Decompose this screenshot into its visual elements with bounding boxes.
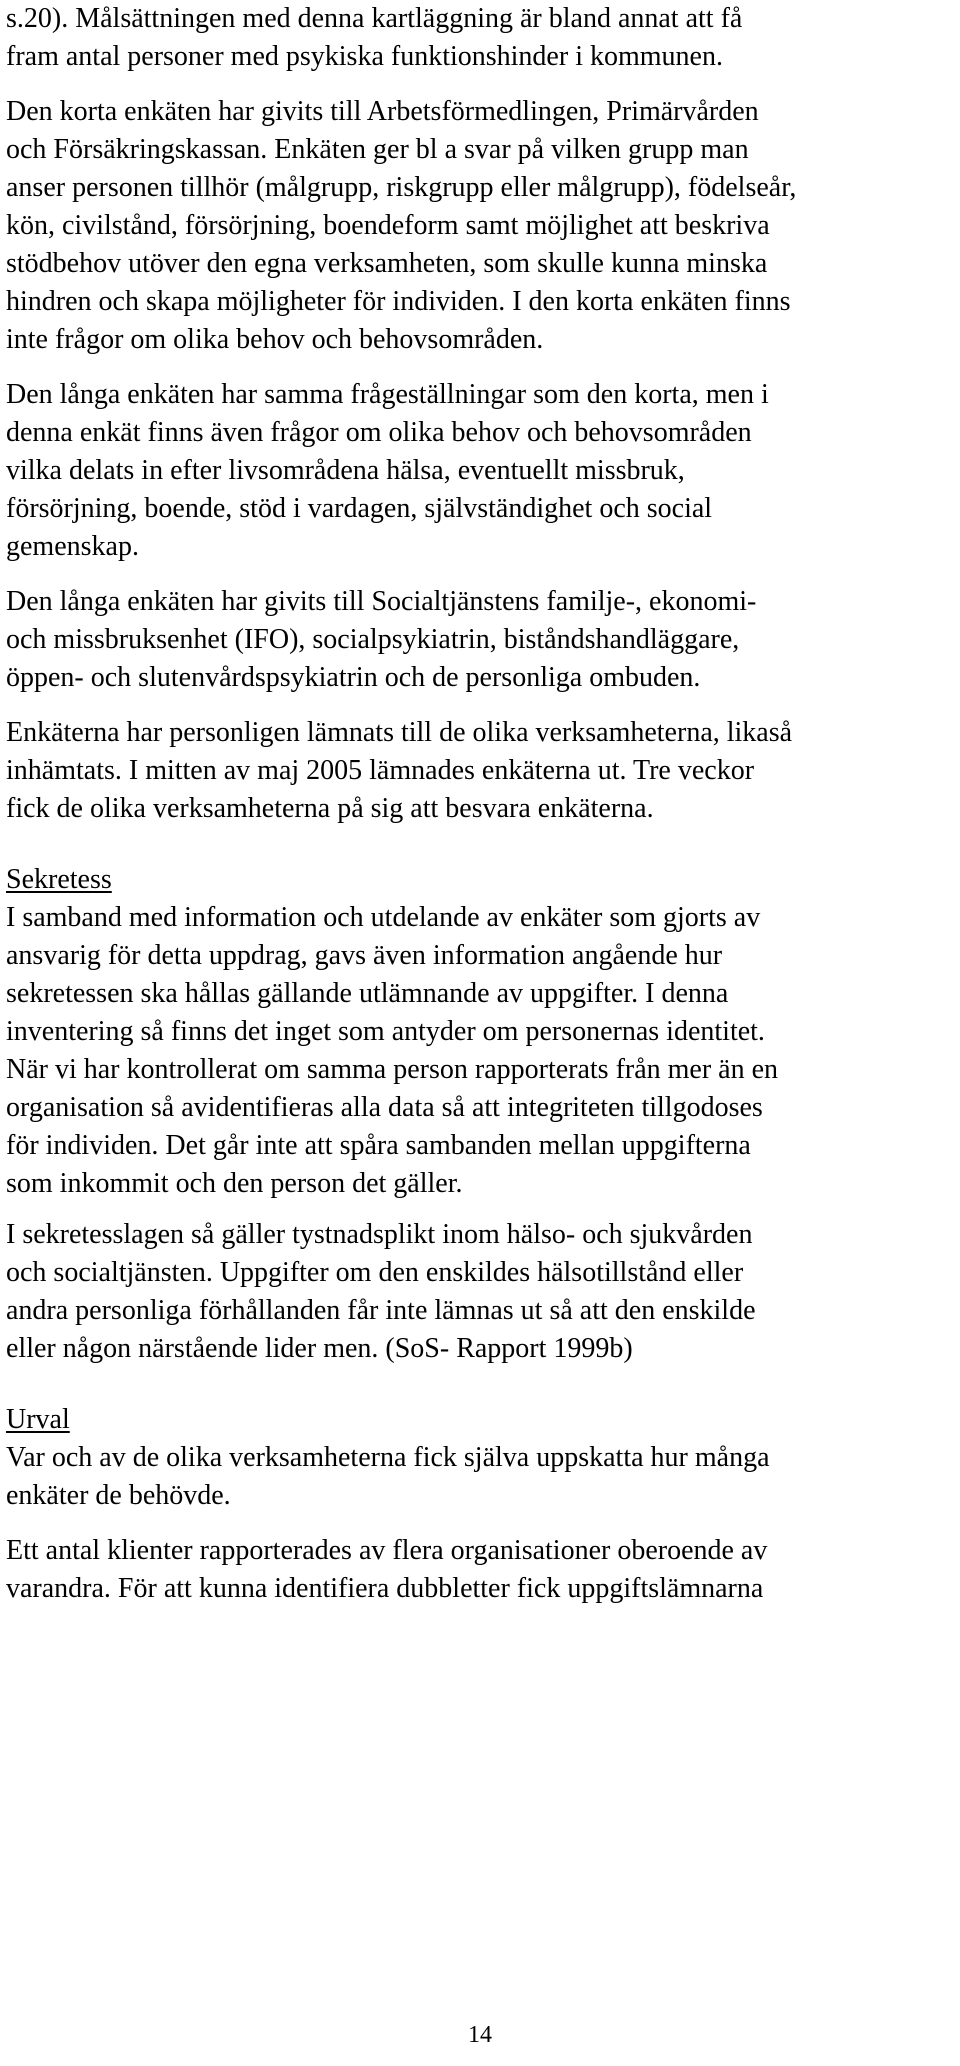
text-line: Den långa enkäten har samma frågeställningar som den korta, men i bbox=[6, 379, 769, 410]
paragraph-distribution bbox=[6, 714, 946, 828]
page-number: 14 bbox=[468, 2022, 492, 2048]
text-line: inte frågor om olika behov och behovsområden. bbox=[6, 324, 544, 355]
body-text bbox=[6, 0, 946, 1608]
text-line: Var och av de olika verksamheterna fick själva uppskatta hur många bbox=[6, 1442, 770, 1473]
text-line: fick de olika verksamheterna på sig att besvara enkäterna. bbox=[6, 793, 654, 824]
text-line: fram antal personer med psykiska funktionshinder i kommunen. bbox=[6, 41, 723, 72]
text-line: för individen. Det går inte att spåra sambanden mellan uppgifterna bbox=[6, 1130, 751, 1161]
text-line: och Försäkringskassan. Enkäten ger bl a svar på vilken grupp man bbox=[6, 134, 749, 165]
text-line: denna enkät finns även frågor om olika behov och behovsområden bbox=[6, 417, 752, 448]
text-line: Enkäterna har personligen lämnats till de olika verksamheterna, likaså bbox=[6, 717, 793, 748]
text-line: I sekretesslagen så gäller tystnadsplikt inom hälso- och sjukvården bbox=[6, 1219, 753, 1250]
text-line: enkäter de behövde. bbox=[6, 1480, 231, 1511]
text-line: hindren och skapa möjligheter för individen. I den korta enkäten finns bbox=[6, 286, 791, 317]
paragraph-intro-continuation bbox=[6, 0, 946, 76]
text-line: vilka delats in efter livsområdena hälsa, eventuellt missbruk, bbox=[6, 455, 685, 486]
text-line: Den långa enkäten har givits till Socialtjänstens familje-, ekonomi- bbox=[6, 586, 757, 617]
text-line: gemenskap. bbox=[6, 531, 139, 562]
text-line: När vi har kontrollerat om samma person rapporterats från mer än en bbox=[6, 1054, 779, 1085]
paragraph-long-survey bbox=[6, 376, 946, 566]
text-line: försörjning, boende, stöd i vardagen, självständighet och social bbox=[6, 493, 713, 524]
text-line: som inkommit och den person det gäller. bbox=[6, 1168, 463, 1199]
text-line: s.20). Målsättningen med denna kartläggning är bland annat att få bbox=[6, 3, 743, 34]
section-heading: Sekretess bbox=[6, 864, 112, 895]
paragraph-short-survey bbox=[6, 93, 946, 359]
text-line: och socialtjänsten. Uppgifter om den enskildes hälsotillstånd eller bbox=[6, 1257, 744, 1288]
section-urval bbox=[6, 1401, 946, 1608]
text-line: kön, civilstånd, försörjning, boendeform samt möjlighet att beskriva bbox=[6, 210, 770, 241]
text-line: ansvarig för detta uppdrag, gavs även information angående hur bbox=[6, 940, 723, 971]
text-line: anser personen tillhör (målgrupp, riskgrupp eller målgrupp), födelseår, bbox=[6, 172, 797, 203]
text-line: andra personliga förhållanden får inte lämnas ut så att den enskilde bbox=[6, 1295, 756, 1326]
text-line: öppen- och slutenvårdspsykiatrin och de personliga ombuden. bbox=[6, 662, 701, 693]
text-line: eller någon närstående lider men. (SoS- Rapport 1999b) bbox=[6, 1333, 633, 1364]
text-line: sekretessen ska hållas gällande utlämnande av uppgifter. I denna bbox=[6, 978, 729, 1009]
text-line: Den korta enkäten har givits till Arbetsförmedlingen, Primärvården bbox=[6, 96, 759, 127]
text-line: Ett antal klienter rapporterades av flera organisationer oberoende av bbox=[6, 1535, 768, 1566]
section-sekretess bbox=[6, 861, 946, 1368]
section-heading: Urval bbox=[6, 1404, 70, 1435]
text-line: inhämtats. I mitten av maj 2005 lämnades enkäterna ut. Tre veckor bbox=[6, 755, 755, 786]
text-line: stödbehov utöver den egna verksamheten, som skulle kunna minska bbox=[6, 248, 768, 279]
paragraph-long-survey-recipients bbox=[6, 583, 946, 697]
text-line: varandra. För att kunna identifiera dubbletter fick uppgiftslämnarna bbox=[6, 1573, 764, 1604]
text-line: och missbruksenhet (IFO), socialpsykiatrin, biståndshandläggare, bbox=[6, 624, 740, 655]
text-line: I samband med information och utdelande av enkäter som gjorts av bbox=[6, 902, 761, 933]
text-line: organisation så avidentifieras alla data så att integriteten tillgodoses bbox=[6, 1092, 763, 1123]
text-line: inventering så finns det inget som antyder om personernas identitet. bbox=[6, 1016, 765, 1047]
